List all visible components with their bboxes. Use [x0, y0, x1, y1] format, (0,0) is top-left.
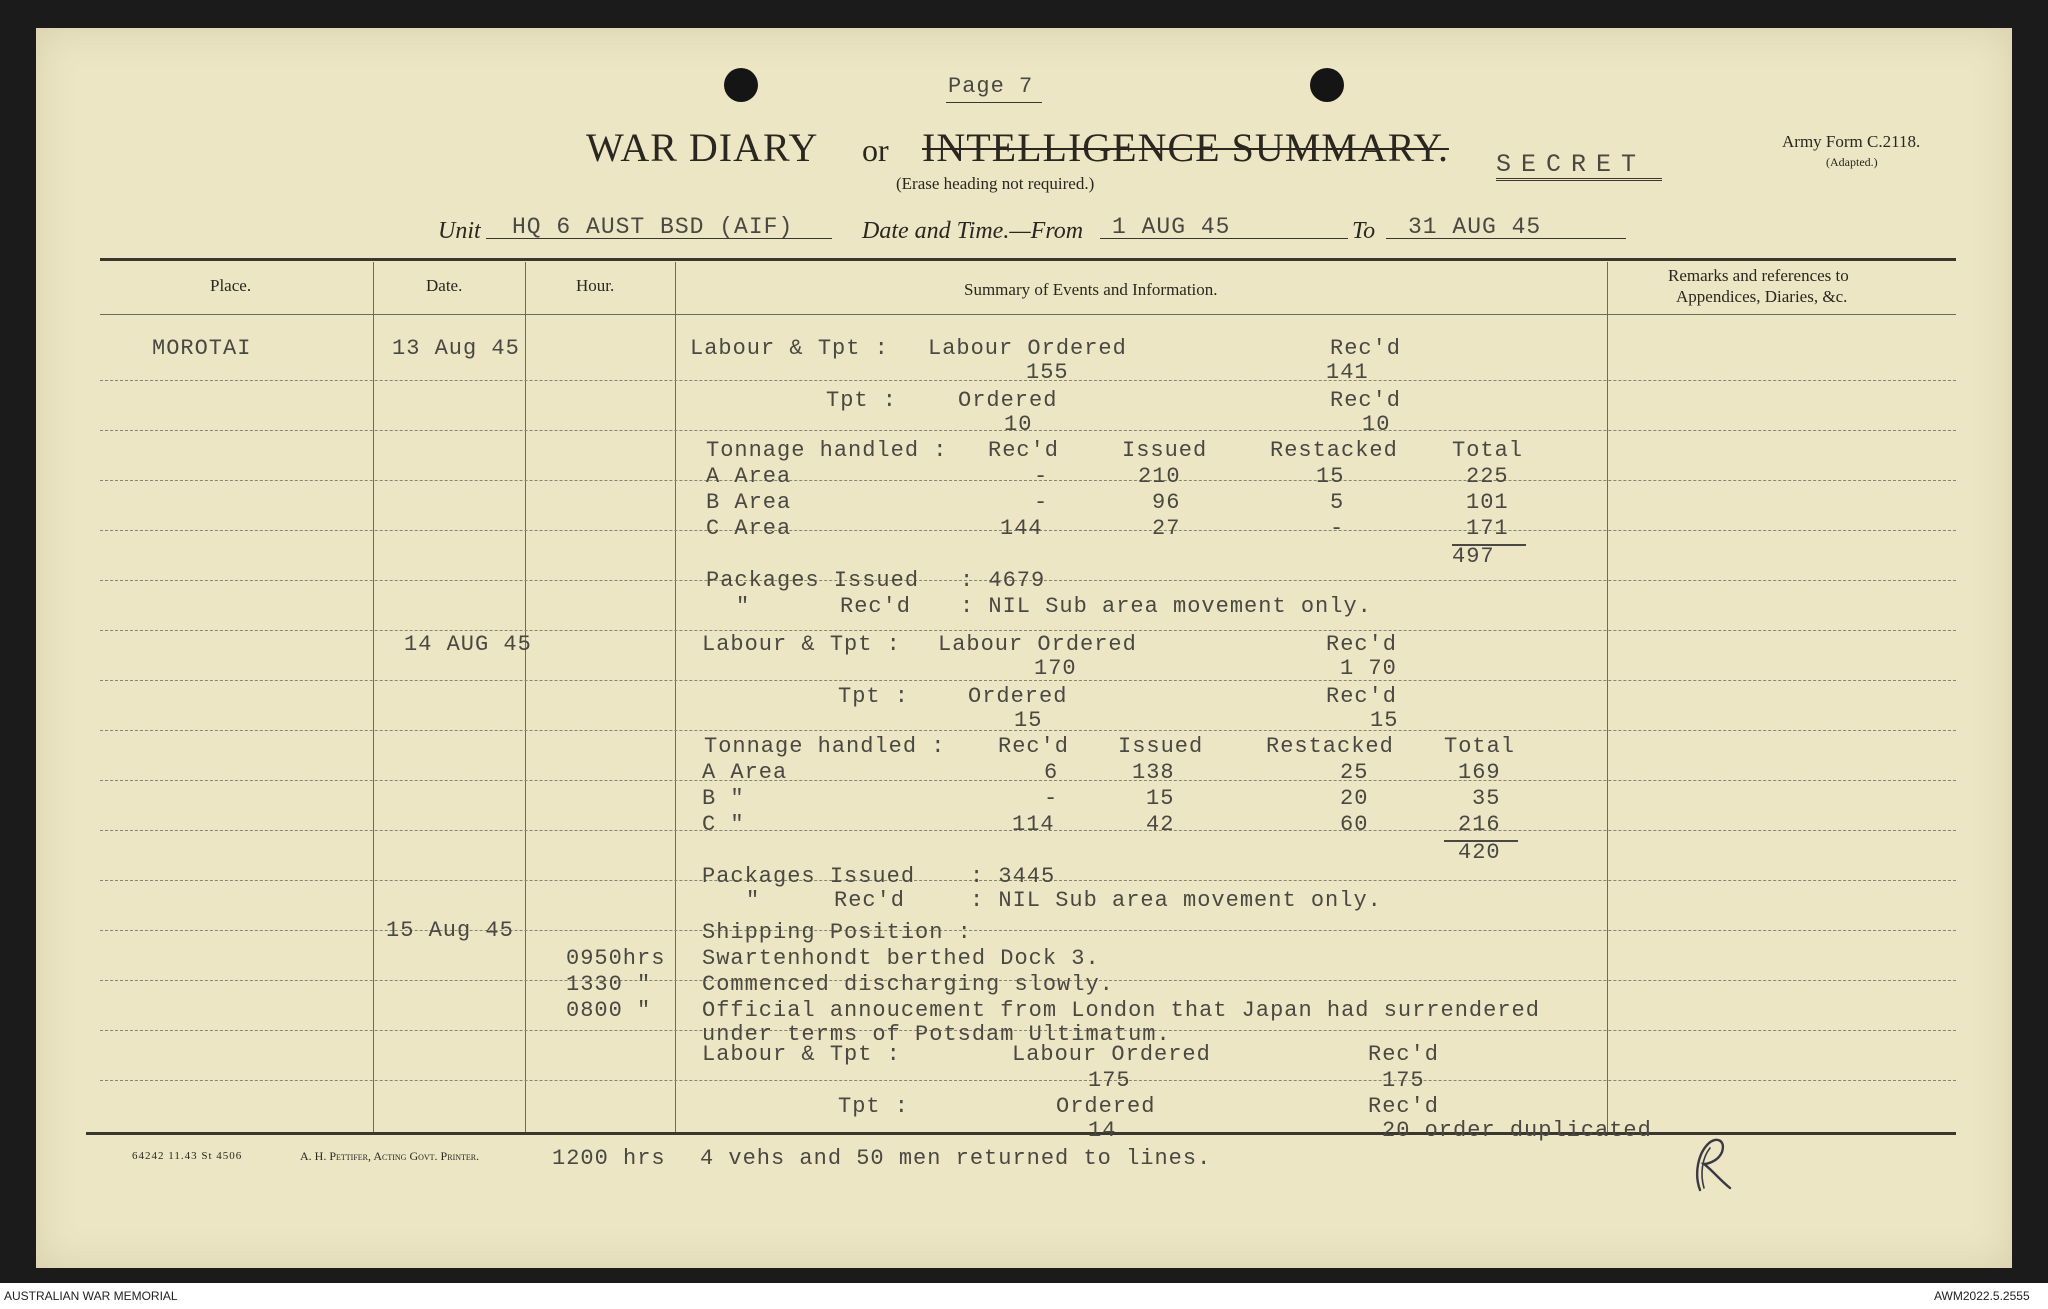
ruling-line [100, 480, 1956, 481]
unit-label: Unit [438, 218, 481, 244]
header-rule [100, 314, 1956, 315]
aug13-col-issued: Issued [1122, 438, 1208, 463]
date-14-aug: 14 AUG 45 [404, 632, 532, 657]
aug14-row-b-total: 35 [1472, 786, 1501, 811]
ruling-line [100, 680, 1956, 681]
aug13-grand-total: 497 [1452, 544, 1495, 569]
aug14-grand-total: 420 [1458, 840, 1501, 865]
aug15-labour-recd: Rec'd [1368, 1042, 1440, 1067]
page-number-underline [946, 102, 1042, 103]
aug14-row-a-restacked: 25 [1340, 760, 1369, 785]
aug13-row-a-area: A Area [706, 464, 792, 489]
date-time-label: Date and Time.—From [862, 218, 1084, 244]
aug14-row-c-restacked: 60 [1340, 812, 1369, 837]
aug13-row-a-recd: - [1034, 464, 1049, 489]
col-divider-hour [675, 262, 676, 1132]
aug15-line-discharging: Commenced discharging slowly. [702, 972, 1114, 997]
title-intelligence-summary: INTELLIGENCE SUMMARY. [922, 125, 1449, 170]
aug13-row-b-issued: 96 [1152, 490, 1181, 515]
printer-name: A. H. Pettifer, Acting Govt. Printer. [300, 1149, 480, 1163]
aug13-col-total: Total [1452, 438, 1524, 463]
aug14-row-b-restacked: 20 [1340, 786, 1369, 811]
date-13-aug: 13 Aug 45 [392, 336, 520, 361]
aug14-row-c-area: C " [702, 812, 745, 837]
aug13-col-recd: Rec'd [988, 438, 1060, 463]
aug14-row-c-issued: 42 [1146, 812, 1175, 837]
page-number: Page 7 [948, 74, 1034, 99]
to-date: 31 AUG 45 [1408, 214, 1542, 240]
column-header-date: Date. [426, 276, 463, 295]
aug13-packages-recd-value: : NIL Sub area movement only. [960, 594, 1372, 619]
table-top-rule [100, 258, 1956, 261]
secret-underline [1496, 178, 1662, 181]
column-header-summary: Summary of Events and Information. [964, 280, 1218, 299]
hour-0800: 0800 " [566, 998, 652, 1023]
aug13-labour-ordered: Labour Ordered [928, 336, 1127, 361]
aug14-row-a-area: A Area [702, 760, 788, 785]
aug15-tpt-recd: Rec'd [1368, 1094, 1440, 1119]
aug15-last-line: 4 vehs and 50 men returned to lines. [700, 1146, 1212, 1171]
to-underline [1386, 238, 1626, 239]
aug14-tonnage-label: Tonnage handled : [704, 734, 946, 759]
hour-1330: 1330 " [566, 972, 652, 997]
aug13-row-c-area: C Area [706, 516, 792, 541]
column-header-hour: Hour. [576, 276, 615, 295]
aug15-line-berthed: Swartenhondt berthed Dock 3. [702, 946, 1100, 971]
aug14-row-b-issued: 15 [1146, 786, 1175, 811]
army-form: Army Form C.2118. [1782, 132, 1921, 151]
aug14-packages-recd-label: Rec'd [834, 888, 906, 913]
aug14-col-total: Total [1444, 734, 1516, 759]
unit-value: HQ 6 AUST BSD (AIF) [512, 214, 794, 240]
aug14-ditto-mark: " [746, 888, 761, 913]
aug13-col-restacked: Restacked [1270, 438, 1398, 463]
place-entry: MOROTAI [152, 336, 252, 361]
aug15-tpt-ordered: Ordered [1056, 1094, 1156, 1119]
aug13-packages-issued-label: Packages Issued [706, 568, 920, 593]
erase-note: (Erase heading not required.) [896, 174, 1095, 193]
aug15-labour-ordered: Labour Ordered [1012, 1042, 1211, 1067]
ruling-line [100, 630, 1956, 631]
aug13-row-a-restacked: 15 [1316, 464, 1345, 489]
column-header-remarks-2: Appendices, Diaries, &c. [1676, 287, 1848, 306]
column-header-remarks-1: Remarks and references to [1668, 266, 1849, 285]
aug14-labour-label: Labour & Tpt : [702, 632, 901, 657]
aug13-row-b-restacked: 5 [1330, 490, 1345, 515]
aug14-packages-issued-value: : 3445 [970, 864, 1056, 889]
aug14-labour-recd: Rec'd [1326, 632, 1398, 657]
hour-0950: 0950hrs [566, 946, 666, 971]
aug13-tpt-ordered: Ordered [958, 388, 1058, 413]
aug14-row-a-issued: 138 [1132, 760, 1175, 785]
secret-stamp: SECRET [1496, 150, 1647, 179]
aug14-row-b-area: B " [702, 786, 745, 811]
aug15-line-announcement: Official annoucement from London that Japan had surrendered [702, 998, 1540, 1023]
printer-code: 64242 11.43 St 4506 [132, 1150, 243, 1162]
aug15-labour-label: Labour & Tpt : [702, 1042, 901, 1067]
from-underline [1100, 238, 1348, 239]
aug15-line-potsdam: under terms of Potsdam Ultimatum. [702, 1022, 1171, 1047]
ruling-line [100, 1080, 1956, 1081]
aug13-tpt-label: Tpt : [826, 388, 898, 413]
aug14-row-c-recd: 114 [1012, 812, 1055, 837]
aug14-labour-recd-value: 1 70 [1340, 656, 1397, 681]
aug14-col-restacked: Restacked [1266, 734, 1394, 759]
col-divider-place [373, 262, 374, 1132]
aug13-labour-recd: Rec'd [1330, 336, 1402, 361]
aug13-row-c-issued: 27 [1152, 516, 1181, 541]
aug13-tpt-ordered-value: 10 [1004, 412, 1033, 437]
aug14-col-recd: Rec'd [998, 734, 1070, 759]
aug14-col-issued: Issued [1118, 734, 1204, 759]
col-divider-date [525, 262, 526, 1132]
aug13-tpt-recd-value: 10 [1362, 412, 1391, 437]
table-bottom-rule [86, 1132, 1956, 1135]
aug14-tpt-ordered-value: 15 [1014, 708, 1043, 733]
aug15-tpt-ordered-value: 14 [1088, 1118, 1117, 1143]
aug13-row-c-restacked: - [1330, 516, 1345, 541]
handwritten-initial-signature [1690, 1134, 1738, 1194]
aug13-row-c-recd: 144 [1000, 516, 1043, 541]
from-date: 1 AUG 45 [1112, 214, 1231, 240]
aug14-labour-ordered: Labour Ordered [938, 632, 1137, 657]
archive-footer-left: AUSTRALIAN WAR MEMORIAL [4, 1289, 178, 1303]
aug13-row-a-total: 225 [1466, 464, 1509, 489]
aug13-tpt-recd: Rec'd [1330, 388, 1402, 413]
column-header-place: Place. [210, 276, 252, 295]
aug14-packages-issued-label: Packages Issued [702, 864, 916, 889]
aug15-tpt-label: Tpt : [838, 1094, 910, 1119]
aug15-labour-ordered-value: 175 [1088, 1068, 1131, 1093]
aug13-row-c-total: 171 [1466, 516, 1509, 541]
aug13-row-b-recd: - [1034, 490, 1049, 515]
aug14-row-c-total: 216 [1458, 812, 1501, 837]
aug13-row-a-issued: 210 [1138, 464, 1181, 489]
aug13-labour-label: Labour & Tpt : [690, 336, 889, 361]
hour-1200: 1200 hrs [552, 1146, 666, 1171]
aug14-labour-ordered-value: 170 [1034, 656, 1077, 681]
aug14-packages-recd-value: : NIL Sub area movement only. [970, 888, 1382, 913]
aug14-tpt-label: Tpt : [838, 684, 910, 709]
archive-footer-right: AWM2022.5.2555 [1934, 1289, 2030, 1303]
ruling-line [100, 780, 1956, 781]
title-war-diary: WAR DIARY [586, 125, 819, 170]
to-label: To [1352, 218, 1376, 244]
unit-underline [486, 238, 832, 239]
adapted-note: (Adapted.) [1826, 155, 1878, 169]
aug14-row-a-recd: 6 [1044, 760, 1059, 785]
date-15-aug: 15 Aug 45 [386, 918, 514, 943]
col-divider-summary [1607, 262, 1608, 1132]
punch-hole-right [1310, 68, 1344, 102]
aug13-tonnage-label: Tonnage handled : [706, 438, 948, 463]
aug14-tpt-ordered: Ordered [968, 684, 1068, 709]
punch-hole-left [724, 68, 758, 102]
aug14-tpt-recd-value: 15 [1370, 708, 1399, 733]
aug15-shipping-position: Shipping Position : [702, 920, 972, 945]
aug13-packages-recd-label: Rec'd [840, 594, 912, 619]
archive-footer [0, 1283, 2048, 1309]
aug14-tpt-recd: Rec'd [1326, 684, 1398, 709]
ruling-line [100, 930, 1956, 931]
aug13-row-b-total: 101 [1466, 490, 1509, 515]
aug13-labour-recd-value: 141 [1326, 360, 1369, 385]
aug15-labour-recd-value: 175 [1382, 1068, 1425, 1093]
aug15-tpt-recd-value: 20 order duplicated [1382, 1118, 1652, 1143]
aug13-ditto-mark: " [736, 594, 751, 619]
title-or: or [862, 132, 889, 168]
aug14-row-b-recd: - [1044, 786, 1059, 811]
aug14-row-a-total: 169 [1458, 760, 1501, 785]
aug13-row-b-area: B Area [706, 490, 792, 515]
aug13-labour-ordered-value: 155 [1026, 360, 1069, 385]
aug13-packages-issued-value: : 4679 [960, 568, 1046, 593]
